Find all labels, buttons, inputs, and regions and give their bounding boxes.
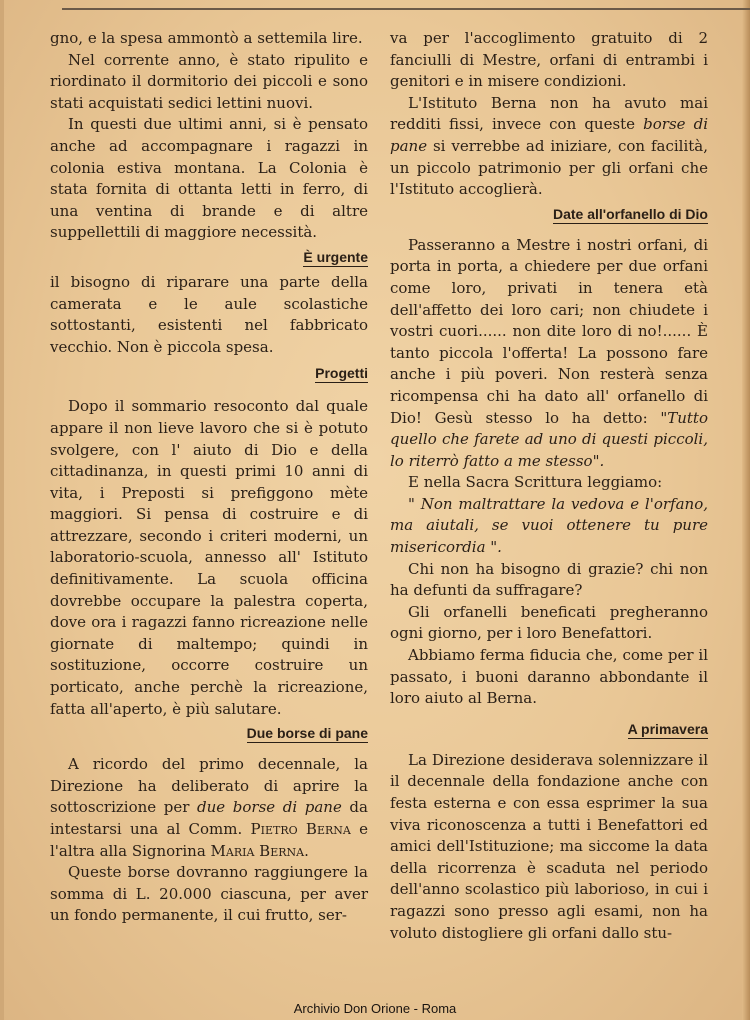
paragraph: In questi due ultimi anni, si è pensato anche ad accompagnare i ragazzi in colonia estiva montana. La Colonia è stata fornita di ottanta letti in ferro, di una ventina di brande e di altre suppellettili di maggiore necessità. (50, 115, 368, 242)
paragraph: " Non maltrattare la vedova e l'orfano, ma aiutali, se vuoi ottenere tu pure misericordia ". (390, 494, 708, 557)
paragraph: Nel corrente anno, è stato ripulito e riordinato il dormitorio dei piccoli e sono stati acquistati sedici lettini nuovi. (50, 50, 368, 112)
page-edge-right (742, 0, 750, 1020)
right-column (390, 28, 708, 944)
paragraph: Gli orfanelli beneficati pregheranno ogni giorno, per i loro Benefattori. (390, 602, 708, 643)
paragraph: Passeranno a Mestre i nostri orfani, di porta in porta, a chiedere per due orfani come loro, privati in tenera età dell'affetto dei loro cari; non chiudete i vostri cuori...... non dite loro di no!...... È tanto piccola l'offerta! La possono fare anche i più poveri. Non resterà senza ricompensa chi ha dato all' orfanello di Dio! Gesù stesso lo ha detto: "Tutto quello che farete ad uno di questi piccoli, lo riterrò fatto a me stesso". (390, 235, 708, 470)
top-rule (62, 8, 750, 10)
archive-footer: Archivio Don Orione - Roma (293, 1001, 457, 1016)
paragraph: A ricordo del primo decennale, la Direzione ha deliberato di aprire la sottoscrizione per due borse di pane da intestarsi una al Comm. Pietro Berna e l'altra alla Signorina Maria Berna. (50, 755, 368, 860)
section-heading-date: Date all'orfanello di Dio (552, 205, 708, 222)
paragraph: Dopo il sommario resoconto dal quale appare il non lieve lavoro che si è potuto svolgere, con l' aiuto di Dio e della cittadinanza, in questi primi 10 anni di vita, i Preposti si prefiggono mète maggiori. Si pensa di costruire e di attrezzare, secondo i criteri moderni, un laboratorio-scuola, annesso all' Istituto definitivamente. La scuola officina dovrebbe occupare la palestra coperta, dove ora i ragazzi fanno ricreazione nelle giornate di maltempo; quindi in sostituzione, occorre costruire un porticato, anche perchè la ricreazione, fatta all'aperto, è più salutare. (50, 397, 368, 718)
paragraph: Abbiamo ferma fiducia che, come per il passato, i buoni daranno abbondante il loro aiuto al Berna. (390, 646, 708, 708)
paragraph: Chi non ha bisogno di grazie? chi non ha defunti da suffragare? (390, 559, 708, 600)
section-heading-borse: Due borse di pane (246, 725, 368, 742)
paragraph: Queste borse dovranno raggiungere la somma di L. 20.000 ciascuna, per aver un fondo permanente, il cui frutto, ser- (50, 863, 368, 925)
paragraph: E nella Sacra Scrittura leggiamo: (408, 473, 663, 492)
paragraph: La Direzione desiderava solennizzare il il decennale della fondazione anche con festa esterna e con essa esprimer la sua viva riconoscenza a tutti i Benefattori ed amici dell'Istituzione; ma siccome la data della ricorrenza è scaduta nel periodo dell'anno scolastico più laborioso, in cui i ragazzi sono presso agli esami, non ha voluto distogliere gli orfani dallo stu- (390, 750, 708, 942)
paragraph: il bisogno di riparare una parte della camerata e le aule scolastiche sottostanti, esistenti nel fabbricato vecchio. Non è piccola spesa. (50, 272, 368, 356)
section-heading-primavera: A primavera (627, 720, 708, 737)
paragraph: gno, e la spesa ammontò a settemila lire. (50, 29, 363, 47)
section-heading-urgente: È urgente (303, 248, 368, 265)
page-edge-left (0, 0, 4, 1020)
paragraph: va per l'accoglimento gratuito di 2 fanciulli di Mestre, orfani di entrambi i genitori e in misere condizioni. (390, 29, 708, 91)
paragraph: L'Istituto Berna non ha avuto mai redditi fissi, invece con queste borse di pane si verrebbe ad iniziare, con facilità, un piccolo patrimonio per gli orfani che l'Istituto accoglierà. (390, 93, 708, 199)
left-column (50, 28, 368, 927)
section-heading-progetti: Progetti (315, 365, 368, 382)
